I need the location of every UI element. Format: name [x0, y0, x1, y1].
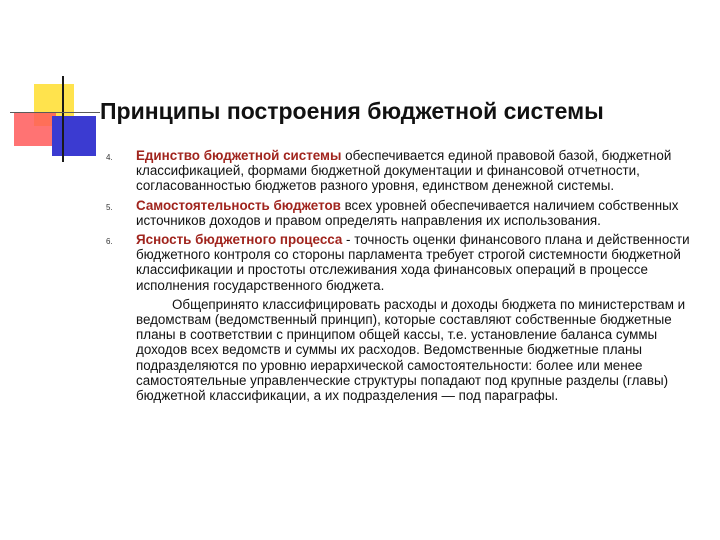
- body-paragraph: Общепринято классифицировать расходы и доходы бюджета по министерствам и ведомствам (ведомственный принцип), которые составляют собственные бюджетные планы в соответствии с принципом общей кассы, т.е. установление баланса суммы доходов всех ведомств и суммы их расходов. Ведомственные бюджетные планы подразделяются по уровню иерархической самостоятельности: более или менее самостоятельные управленческие структуры попадают под крупные разделы (главы) бюджетной классификации, а их подразделения — под параграфы.: [136, 296, 686, 404]
- list-number: 4.: [106, 153, 113, 162]
- decorative-vertical-line: [62, 76, 64, 162]
- slide-content: [104, 148, 696, 403]
- decorative-blue-square: [52, 116, 96, 156]
- decorative-short-line: [10, 112, 100, 113]
- list-number: 5.: [106, 202, 113, 212]
- list-item-independence: [104, 198, 696, 228]
- item-text: обеспечивается единой правовой базой, бюджетной классификацией, формами бюджетной документации и финансовой отчетности, согласованностью бюджетов разного уровня, единством денежной системы.: [136, 148, 672, 194]
- item-text: всех уровней обеспечивается наличием собственных источников доходов и правом определять направления их использования.: [136, 197, 679, 228]
- list-item-unity: [104, 148, 696, 194]
- list-item-clarity: [104, 232, 696, 293]
- highlight-term: Ясность бюджетного процесса: [136, 232, 343, 248]
- highlight-term: Самостоятельность бюджетов: [136, 197, 341, 213]
- list-number: 6.: [106, 237, 113, 247]
- item-text: - точность оценки финансового плана и действенности бюджетного контроля со стороны парламента требует строгой системности бюджетной классификации и простоты отслеживания хода финансовых операций в процессе исполнения государственного бюджета.: [136, 232, 690, 293]
- slide-title: Принципы построения бюджетной системы: [100, 98, 604, 124]
- highlight-term: Единство бюджетной системы: [136, 148, 342, 163]
- decorative-red-square: [14, 112, 56, 146]
